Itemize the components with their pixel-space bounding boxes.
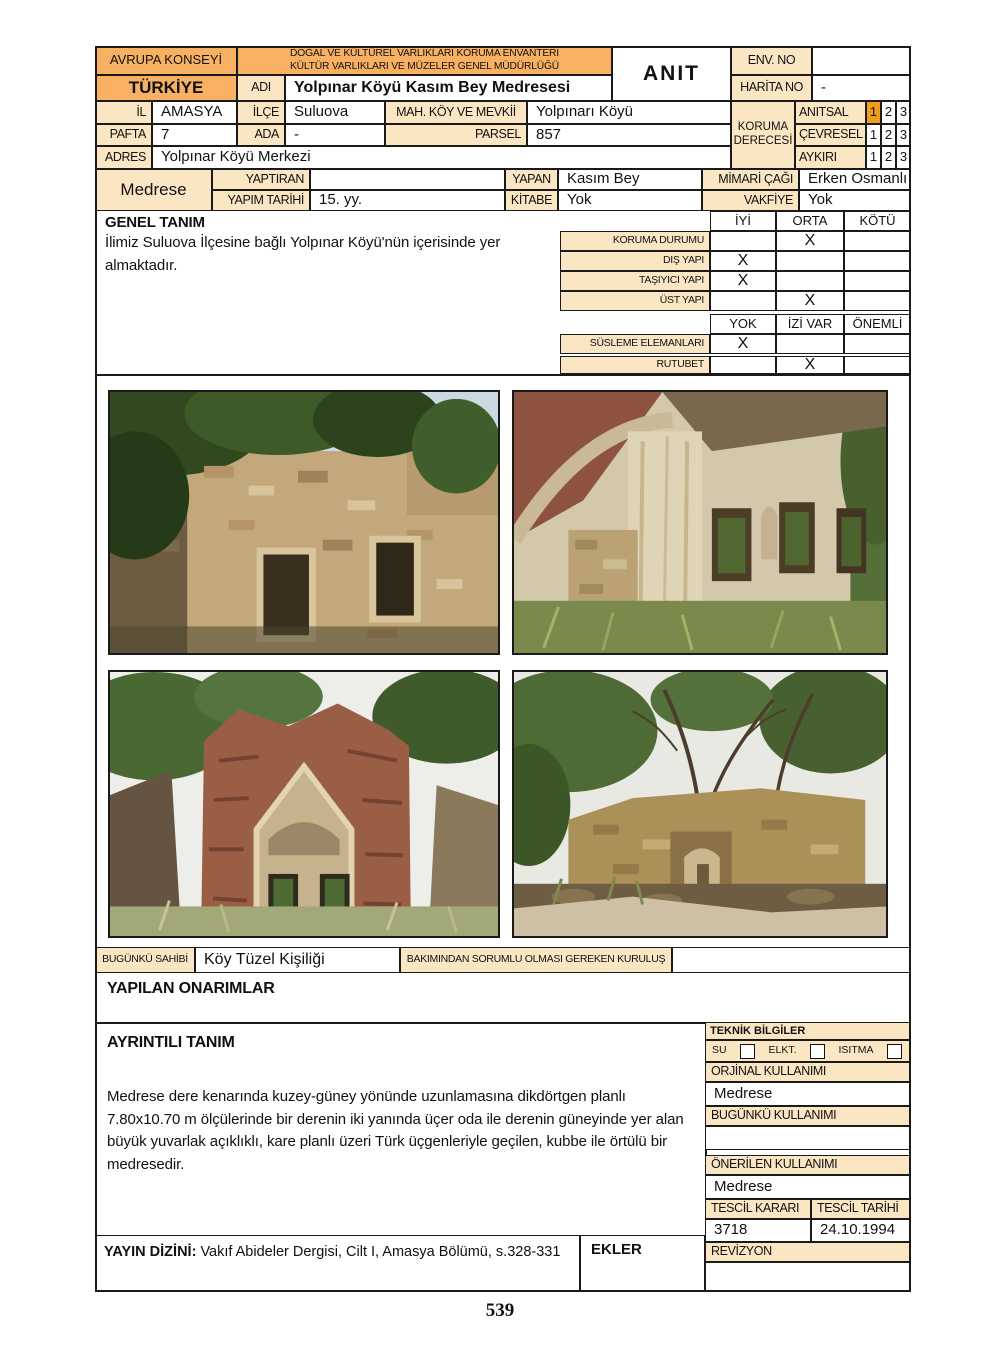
ada-label: ADA: [237, 124, 285, 146]
mah-label: MAH. KÖY VE MEVKİİ: [385, 101, 527, 124]
dis-yapi-orta: [776, 251, 844, 271]
cond-header-yok: YOK: [710, 314, 776, 334]
monument-name: Yolpınar Köyü Kasım Bey Medresesi: [285, 75, 612, 101]
tasiyici-yapi-label: TAŞIYICI YAPI: [560, 271, 710, 291]
susleme-izi-var: [776, 334, 844, 354]
yapim-tarihi-label: YAPIM TARİHİ: [212, 190, 310, 211]
tasiyici-yapi-kotu: [844, 271, 911, 291]
yaptiran-value: [310, 169, 505, 190]
env-no-value: [812, 46, 911, 75]
ayrintili-tanim-text: Medrese dere kenarında kuzey-güney yönünde uzunlamasına dikdörtgen planlı 7.80x10.70 m ölçülerinde bir derenin iki yanında üçer oda ile derenin güneyinde yer alan büyük yuvarlak açıklıklı, kare planlı üzeri Türk üçgenleriyle geçilen, kubbe ile örtülü bir medresedir.: [107, 1088, 684, 1173]
photo-exterior-wall-graphic: [110, 392, 498, 653]
form-type-cell: ANIT: [612, 46, 731, 101]
aykiri-option-2: 2: [881, 146, 896, 169]
page-number: 539: [485, 1300, 515, 1321]
yapim-tarihi-value: 15. yy.: [310, 190, 505, 211]
bugunku-kullanimi-value: [705, 1126, 911, 1150]
ust-yapi-label: ÜST YAPI: [560, 291, 710, 311]
photo-interior-arches: [512, 390, 888, 655]
il-value: AMASYA: [152, 101, 237, 124]
photo-overgrown-ruins: [512, 670, 888, 938]
bakimindan-value: [672, 947, 911, 973]
tasiyici-yapi-iyi: X: [710, 271, 776, 291]
ada-value: -: [285, 124, 385, 146]
tescil-tarihi-value: 24.10.1994: [811, 1219, 911, 1242]
koruma-derecesi-line2: DERECESİ: [733, 135, 793, 147]
photo-overgrown-ruins-graphic: [514, 672, 886, 936]
harita-no-label: HARİTA NO: [731, 75, 812, 101]
yapan-value: Kasım Bey: [558, 169, 702, 190]
parsel-label: PARSEL: [385, 124, 527, 146]
dept-cell: [237, 46, 612, 75]
kitabe-label: KİTABE: [505, 190, 558, 211]
koruma-durumu-iyi: [710, 231, 776, 251]
bugunku-kullanimi-label: BUGÜNKÜ KULLANIMI: [705, 1106, 911, 1126]
cevresel-label: ÇEVRESEL: [795, 124, 866, 146]
cevresel-option-3: 3: [896, 124, 911, 146]
org-cell: AVRUPA KONSEYİ: [95, 46, 237, 75]
harita-no-value: -: [812, 75, 911, 101]
koruma-durumu-orta: X: [776, 231, 844, 251]
ust-yapi-iyi: [710, 291, 776, 311]
photo-brick-arch: [108, 670, 500, 938]
genel-tanim-text: İlimiz Suluova İlçesine bağlı Yolpınar Köyü'nün içerisinde yer almaktadır.: [105, 234, 501, 274]
susleme-label: SÜSLEME ELEMANLARI: [560, 334, 710, 354]
rutubet-izi-var: X: [776, 356, 844, 374]
cond-header-izi-var: İZİ VAR: [776, 314, 844, 334]
koruma-derecesi-line1: KORUMA: [737, 121, 789, 134]
adres-label: ADRES: [95, 146, 152, 169]
env-no-label: ENV. NO: [731, 46, 812, 75]
building-type-cell: Medrese: [95, 169, 212, 211]
dis-yapi-iyi: X: [710, 251, 776, 271]
su-label: SU: [712, 1044, 727, 1057]
cevresel-option-2: 2: [881, 124, 896, 146]
country-cell: TÜRKİYE: [95, 75, 237, 101]
yapilan-onarimlar-title: YAPILAN ONARIMLAR: [107, 980, 275, 997]
koruma-durumu-label: KORUMA DURUMU: [560, 231, 710, 251]
bugunku-sahibi-value: Köy Tüzel Kişiliği: [195, 947, 400, 973]
cond-header-onemli: ÖNEMLİ: [844, 314, 911, 334]
dept-line2: KÜLTÜR VARLIKLARI VE MÜZELER GENEL MÜDÜRLÜĞÜ: [289, 60, 560, 72]
isitma-checkbox: [887, 1044, 902, 1059]
koruma-derecesi-label: [731, 101, 795, 169]
anitsal-label: ANITSAL: [795, 101, 866, 124]
mimari-cagi-value: Erken Osmanlı: [799, 169, 911, 190]
rutubet-yok: [710, 356, 776, 374]
inventory-form: [95, 46, 911, 1292]
anitsal-option-3: 3: [896, 101, 911, 124]
elkt-label: ELKT.: [768, 1044, 797, 1057]
revizyon-label: REVİZYON: [705, 1242, 911, 1262]
ilce-label: İLÇE: [237, 101, 285, 124]
aykiri-option-1: 1: [866, 146, 881, 169]
photo-brick-arch-graphic: [110, 672, 498, 936]
kitabe-value: Yok: [558, 190, 702, 211]
adi-label: ADI: [237, 75, 285, 101]
tescil-tarihi-label: TESCİL TARİHİ: [811, 1199, 911, 1219]
onerilen-kullanimi-label: ÖNERİLEN KULLANIMI: [705, 1155, 911, 1175]
vakfiye-value: Yok: [799, 190, 911, 211]
ust-yapi-kotu: [844, 291, 911, 311]
koruma-durumu-kotu: [844, 231, 911, 251]
ust-yapi-orta: X: [776, 291, 844, 311]
ekler-cell: EKLER: [580, 1235, 705, 1292]
cevresel-option-1: 1: [866, 124, 881, 146]
susleme-yok: X: [710, 334, 776, 354]
genel-tanim-title: GENEL TANIM: [105, 214, 205, 231]
anitsal-option-2: 2: [881, 101, 896, 124]
photo-ruined-stone-wall: [108, 390, 500, 655]
ilce-value: Suluova: [285, 101, 385, 124]
mimari-cagi-label: MİMARİ ÇAĞI: [702, 169, 799, 190]
bakimindan-label: BAKIMINDAN SORUMLU OLMASI GEREKEN KURULUŞ: [400, 947, 672, 973]
yayin-dizini-text: Vakıf Abideler Dergisi, Cilt I, Amasya Bölümü, s.328-331: [200, 1244, 561, 1260]
yapan-label: YAPAN: [505, 169, 558, 190]
adres-value: Yolpınar Köyü Merkezi: [152, 146, 731, 169]
bugunku-sahibi-label: BUGÜNKÜ SAHİBİ: [95, 947, 195, 973]
pafta-label: PAFTA: [95, 124, 152, 146]
tescil-karari-value: 3718: [705, 1219, 811, 1242]
ayrintili-tanim-title: AYRINTILI TANIM: [107, 1034, 235, 1051]
isitma-label: ISITMA: [838, 1044, 874, 1057]
cond-header-iyi: İYİ: [710, 211, 776, 231]
tescil-karari-label: TESCİL KARARI: [705, 1199, 811, 1219]
photo-interior-arches-graphic: [514, 392, 886, 653]
revizyon-value: [705, 1262, 911, 1292]
parsel-value: 857: [527, 124, 731, 146]
susleme-onemli: [844, 334, 911, 354]
rutubet-label: RUTUBET: [560, 356, 710, 374]
dept-line1: DOĞAL VE KÜLTÜREL VARLIKLARI KORUMA ENVANTERİ: [290, 48, 559, 60]
vakfiye-label: VAKFİYE: [702, 190, 799, 211]
mah-value: Yolpınarı Köyü: [527, 101, 731, 124]
yayin-dizini-label: YAYIN DİZİNİ:: [104, 1244, 197, 1260]
orjinal-kullanimi-label: ORJİNAL KULLANIMI: [705, 1062, 911, 1082]
onerilen-kullanimi-value: Medrese: [705, 1175, 911, 1199]
il-label: İL: [95, 101, 152, 124]
aykiri-label: AYKIRI: [795, 146, 866, 169]
dis-yapi-label: DIŞ YAPI: [560, 251, 710, 271]
pafta-value: 7: [152, 124, 237, 146]
dis-yapi-kotu: [844, 251, 911, 271]
yaptiran-label: YAPTIRAN: [212, 169, 310, 190]
cond-header-orta: ORTA: [776, 211, 844, 231]
tasiyici-yapi-orta: [776, 271, 844, 291]
aykiri-option-3: 3: [896, 146, 911, 169]
yayin-dizini-cell: [95, 1235, 580, 1292]
elkt-checkbox: [810, 1044, 825, 1059]
rutubet-onemli: [844, 356, 911, 374]
utilities-row: [705, 1040, 911, 1062]
anitsal-option-1-selected: 1: [866, 101, 881, 124]
cond-header-kotu: KÖTÜ: [844, 211, 911, 231]
orjinal-kullanimi-value: Medrese: [705, 1082, 911, 1106]
su-checkbox: [740, 1044, 755, 1059]
teknik-bilgiler-title: TEKNİK BİLGİLER: [705, 1022, 911, 1040]
